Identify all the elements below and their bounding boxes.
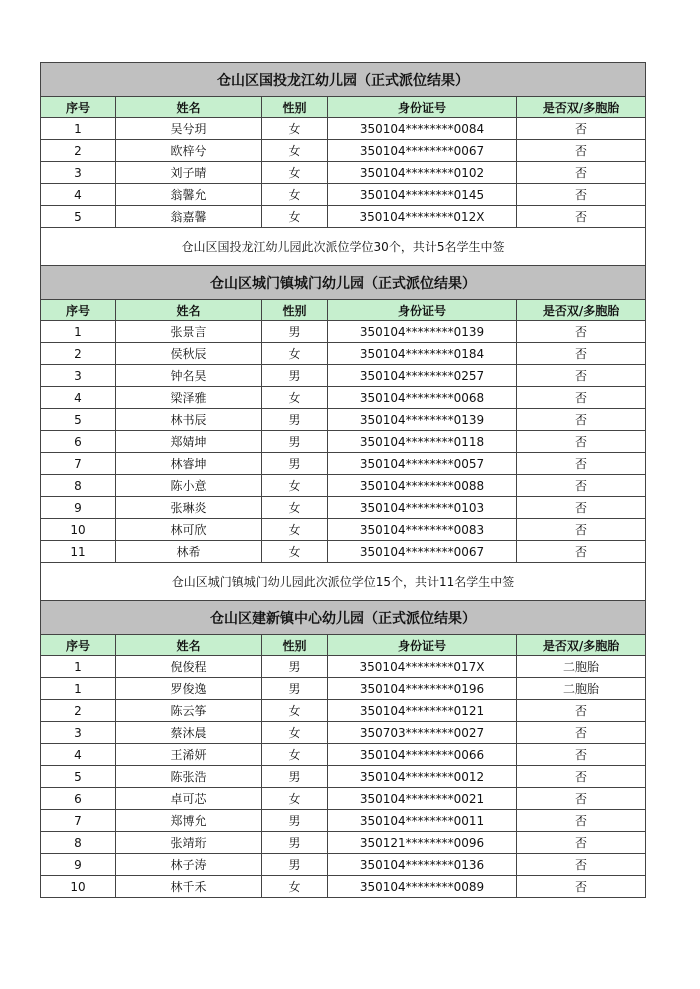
name-cell: 蔡沐晨 [116, 722, 262, 744]
row-number-cell: 11 [41, 541, 116, 563]
gender-cell: 女 [262, 475, 328, 497]
row-number-cell: 7 [41, 810, 116, 832]
twin-status-cell: 否 [517, 810, 646, 832]
section-summary-row [41, 228, 646, 266]
name-cell: 林希 [116, 541, 262, 563]
row-number-cell: 3 [41, 365, 116, 387]
row-number-cell: 2 [41, 343, 116, 365]
column-header-row [41, 635, 646, 656]
twin-status-cell: 否 [517, 497, 646, 519]
header-twin-status: 是否双/多胞胎 [517, 635, 646, 656]
section-title-row [41, 601, 646, 635]
twin-status-cell: 否 [517, 453, 646, 475]
name-cell: 侯秋辰 [116, 343, 262, 365]
name-cell: 郑婧坤 [116, 431, 262, 453]
table-row [41, 140, 646, 162]
twin-status-cell: 否 [517, 832, 646, 854]
header-gender: 性别 [262, 97, 328, 118]
header-name: 姓名 [116, 635, 262, 656]
name-cell: 钟名昊 [116, 365, 262, 387]
twin-status-cell: 否 [517, 700, 646, 722]
row-number-cell: 1 [41, 118, 116, 140]
gender-cell: 女 [262, 541, 328, 563]
name-cell: 王浠妍 [116, 744, 262, 766]
id-number-cell: 350104********0139 [328, 409, 517, 431]
table-row [41, 876, 646, 898]
table-row [41, 184, 646, 206]
twin-status-cell: 否 [517, 788, 646, 810]
header-row-number: 序号 [41, 97, 116, 118]
id-number-cell: 350104********0139 [328, 321, 517, 343]
twin-status-cell: 否 [517, 744, 646, 766]
id-number-cell: 350104********0021 [328, 788, 517, 810]
table-row [41, 453, 646, 475]
gender-cell: 男 [262, 321, 328, 343]
section-title: 仓山区建新镇中心幼儿园（正式派位结果） [41, 601, 646, 635]
header-row-number: 序号 [41, 300, 116, 321]
row-number-cell: 5 [41, 409, 116, 431]
name-cell: 张靖珩 [116, 832, 262, 854]
id-number-cell: 350104********0145 [328, 184, 517, 206]
id-number-cell: 350104********0083 [328, 519, 517, 541]
header-row-number: 序号 [41, 635, 116, 656]
twin-status-cell: 否 [517, 722, 646, 744]
section-title-row [41, 63, 646, 97]
table-row [41, 678, 646, 700]
gender-cell: 女 [262, 788, 328, 810]
row-number-cell: 6 [41, 431, 116, 453]
gender-cell: 男 [262, 832, 328, 854]
name-cell: 陈张浩 [116, 766, 262, 788]
section-title: 仓山区国投龙江幼儿园（正式派位结果） [41, 63, 646, 97]
twin-status-cell: 否 [517, 387, 646, 409]
results-table-body [41, 63, 646, 898]
name-cell: 卓可芯 [116, 788, 262, 810]
id-number-cell: 350104********0067 [328, 140, 517, 162]
table-row [41, 788, 646, 810]
gender-cell: 男 [262, 766, 328, 788]
row-number-cell: 2 [41, 700, 116, 722]
id-number-cell: 350104********012X [328, 206, 517, 228]
id-number-cell: 350104********0067 [328, 541, 517, 563]
table-row [41, 497, 646, 519]
twin-status-cell: 否 [517, 343, 646, 365]
twin-status-cell: 否 [517, 876, 646, 898]
table-row [41, 832, 646, 854]
id-number-cell: 350121********0096 [328, 832, 517, 854]
id-number-cell: 350104********0136 [328, 854, 517, 876]
header-id-number: 身份证号 [328, 97, 517, 118]
gender-cell: 女 [262, 387, 328, 409]
gender-cell: 女 [262, 140, 328, 162]
table-row [41, 541, 646, 563]
table-row [41, 475, 646, 497]
name-cell: 林千禾 [116, 876, 262, 898]
name-cell: 张景言 [116, 321, 262, 343]
header-name: 姓名 [116, 300, 262, 321]
gender-cell: 男 [262, 365, 328, 387]
row-number-cell: 5 [41, 206, 116, 228]
table-row [41, 206, 646, 228]
twin-status-cell: 二胞胎 [517, 656, 646, 678]
header-id-number: 身份证号 [328, 635, 517, 656]
table-row [41, 431, 646, 453]
name-cell: 翁嘉馨 [116, 206, 262, 228]
gender-cell: 女 [262, 700, 328, 722]
name-cell: 林书辰 [116, 409, 262, 431]
twin-status-cell: 否 [517, 475, 646, 497]
header-twin-status: 是否双/多胞胎 [517, 97, 646, 118]
gender-cell: 男 [262, 678, 328, 700]
table-row [41, 722, 646, 744]
twin-status-cell: 否 [517, 365, 646, 387]
id-number-cell: 350104********0089 [328, 876, 517, 898]
twin-status-cell: 否 [517, 409, 646, 431]
id-number-cell: 350104********0011 [328, 810, 517, 832]
name-cell: 林可欣 [116, 519, 262, 541]
section-title: 仓山区城门镇城门幼儿园（正式派位结果） [41, 266, 646, 300]
gender-cell: 女 [262, 497, 328, 519]
name-cell: 陈云筝 [116, 700, 262, 722]
id-number-cell: 350104********0184 [328, 343, 517, 365]
name-cell: 倪俊程 [116, 656, 262, 678]
gender-cell: 女 [262, 744, 328, 766]
gender-cell: 男 [262, 810, 328, 832]
row-number-cell: 1 [41, 678, 116, 700]
table-row [41, 387, 646, 409]
twin-status-cell: 否 [517, 519, 646, 541]
table-row [41, 810, 646, 832]
row-number-cell: 1 [41, 321, 116, 343]
row-number-cell: 5 [41, 766, 116, 788]
section-summary: 仓山区国投龙江幼儿园此次派位学位30个，共计5名学生中签 [41, 228, 646, 266]
gender-cell: 女 [262, 184, 328, 206]
twin-status-cell: 否 [517, 766, 646, 788]
twin-status-cell: 否 [517, 431, 646, 453]
id-number-cell: 350104********0066 [328, 744, 517, 766]
name-cell: 刘子晴 [116, 162, 262, 184]
name-cell: 郑博允 [116, 810, 262, 832]
section-title-row [41, 266, 646, 300]
header-gender: 性别 [262, 635, 328, 656]
id-number-cell: 350104********0257 [328, 365, 517, 387]
twin-status-cell: 否 [517, 854, 646, 876]
header-twin-status: 是否双/多胞胎 [517, 300, 646, 321]
id-number-cell: 350104********0088 [328, 475, 517, 497]
table-row [41, 744, 646, 766]
table-row [41, 321, 646, 343]
name-cell: 林子涛 [116, 854, 262, 876]
header-gender: 性别 [262, 300, 328, 321]
gender-cell: 女 [262, 162, 328, 184]
twin-status-cell: 否 [517, 206, 646, 228]
table-row [41, 409, 646, 431]
twin-status-cell: 否 [517, 184, 646, 206]
section-summary: 仓山区城门镇城门幼儿园此次派位学位15个，共计11名学生中签 [41, 563, 646, 601]
row-number-cell: 9 [41, 497, 116, 519]
id-number-cell: 350104********0012 [328, 766, 517, 788]
gender-cell: 男 [262, 656, 328, 678]
row-number-cell: 10 [41, 519, 116, 541]
row-number-cell: 8 [41, 832, 116, 854]
header-name: 姓名 [116, 97, 262, 118]
twin-status-cell: 否 [517, 162, 646, 184]
column-header-row [41, 97, 646, 118]
table-row [41, 343, 646, 365]
gender-cell: 女 [262, 876, 328, 898]
results-table [40, 62, 646, 898]
id-number-cell: 350104********017X [328, 656, 517, 678]
row-number-cell: 4 [41, 184, 116, 206]
table-row [41, 118, 646, 140]
twin-status-cell: 否 [517, 118, 646, 140]
gender-cell: 女 [262, 206, 328, 228]
id-number-cell: 350104********0118 [328, 431, 517, 453]
row-number-cell: 1 [41, 656, 116, 678]
row-number-cell: 8 [41, 475, 116, 497]
name-cell: 欧梓兮 [116, 140, 262, 162]
name-cell: 陈小意 [116, 475, 262, 497]
gender-cell: 女 [262, 343, 328, 365]
row-number-cell: 3 [41, 162, 116, 184]
table-row [41, 766, 646, 788]
id-number-cell: 350104********0068 [328, 387, 517, 409]
table-row [41, 365, 646, 387]
twin-status-cell: 否 [517, 321, 646, 343]
id-number-cell: 350104********0196 [328, 678, 517, 700]
twin-status-cell: 否 [517, 140, 646, 162]
twin-status-cell: 否 [517, 541, 646, 563]
gender-cell: 女 [262, 118, 328, 140]
name-cell: 罗俊逸 [116, 678, 262, 700]
id-number-cell: 350104********0121 [328, 700, 517, 722]
gender-cell: 男 [262, 431, 328, 453]
name-cell: 翁馨允 [116, 184, 262, 206]
row-number-cell: 4 [41, 744, 116, 766]
table-row [41, 854, 646, 876]
row-number-cell: 4 [41, 387, 116, 409]
row-number-cell: 6 [41, 788, 116, 810]
table-row [41, 162, 646, 184]
header-id-number: 身份证号 [328, 300, 517, 321]
gender-cell: 男 [262, 854, 328, 876]
row-number-cell: 7 [41, 453, 116, 475]
name-cell: 吴兮玥 [116, 118, 262, 140]
gender-cell: 男 [262, 409, 328, 431]
row-number-cell: 10 [41, 876, 116, 898]
id-number-cell: 350104********0084 [328, 118, 517, 140]
row-number-cell: 2 [41, 140, 116, 162]
id-number-cell: 350104********0102 [328, 162, 517, 184]
results-sheet [40, 62, 645, 898]
name-cell: 张琳炎 [116, 497, 262, 519]
table-row [41, 656, 646, 678]
twin-status-cell: 二胞胎 [517, 678, 646, 700]
gender-cell: 男 [262, 453, 328, 475]
row-number-cell: 9 [41, 854, 116, 876]
column-header-row [41, 300, 646, 321]
table-row [41, 519, 646, 541]
name-cell: 梁泽雅 [116, 387, 262, 409]
id-number-cell: 350104********0103 [328, 497, 517, 519]
table-row [41, 700, 646, 722]
section-summary-row [41, 563, 646, 601]
gender-cell: 女 [262, 722, 328, 744]
gender-cell: 女 [262, 519, 328, 541]
row-number-cell: 3 [41, 722, 116, 744]
name-cell: 林睿坤 [116, 453, 262, 475]
id-number-cell: 350703********0027 [328, 722, 517, 744]
id-number-cell: 350104********0057 [328, 453, 517, 475]
